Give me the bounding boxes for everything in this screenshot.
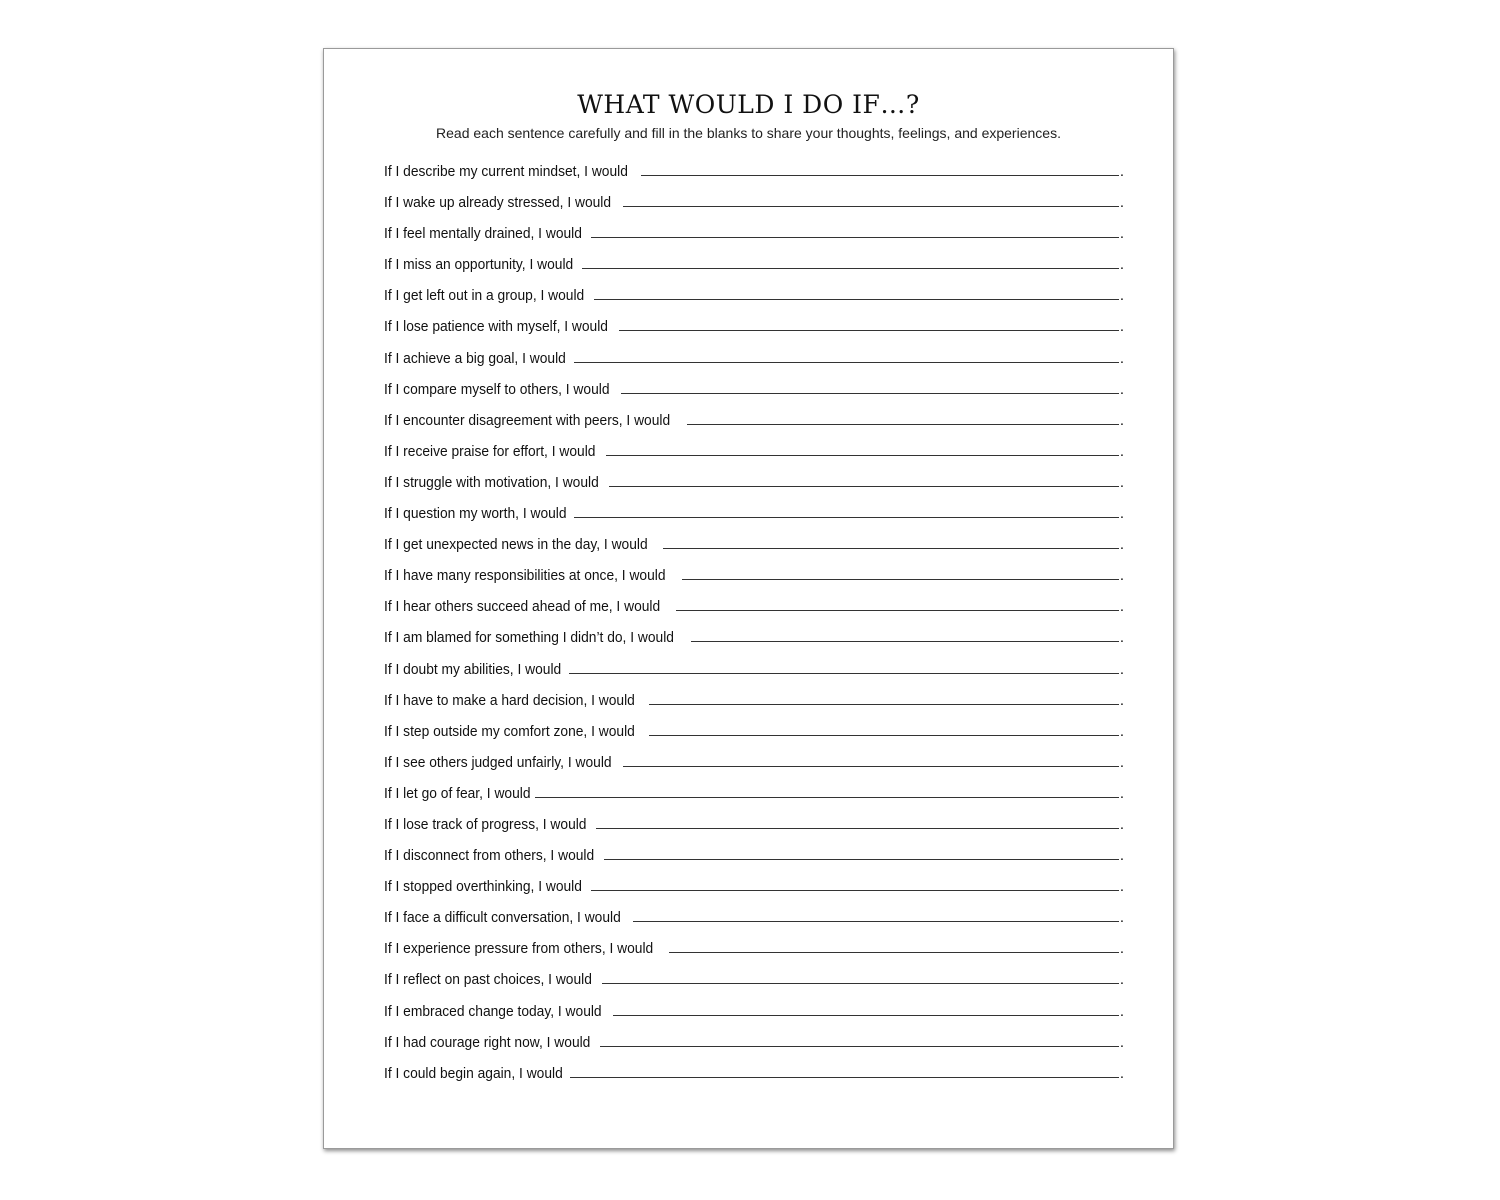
prompt-row [384, 627, 1124, 658]
blank-period: . [1119, 225, 1124, 243]
blank-period: . [1119, 163, 1124, 180]
blank-period: . [1119, 567, 1124, 585]
prompt-text: If I experience pressure from others, I would [384, 940, 654, 958]
answer-blank[interactable] [606, 441, 1119, 456]
prompt-text: If I stopped overthinking, I would [384, 878, 582, 896]
prompt-text: If I have to make a hard decision, I would [384, 691, 635, 709]
blank-period: . [1119, 598, 1124, 616]
prompt-text: If I lose patience with myself, I would [384, 318, 608, 336]
answer-blank[interactable] [691, 627, 1119, 642]
prompt-row [384, 316, 1124, 347]
blank-period: . [1119, 505, 1124, 523]
worksheet-page [323, 48, 1174, 1149]
answer-blank[interactable] [641, 161, 1119, 176]
prompt-row [384, 907, 1124, 938]
answer-blank[interactable] [570, 1063, 1119, 1078]
blank-period: . [1119, 660, 1124, 678]
blank-period: . [1119, 1002, 1124, 1020]
prompt-text: If I see others judged unfairly, I would [384, 753, 612, 771]
answer-blank[interactable] [682, 565, 1119, 580]
blank-period: . [1119, 909, 1124, 927]
prompt-text: If I had courage right now, I would [384, 1033, 591, 1051]
prompt-text: If I wake up already stressed, I would [384, 194, 612, 212]
prompt-row [384, 379, 1124, 410]
prompt-row [384, 565, 1124, 596]
blank-period: . [1119, 194, 1124, 212]
prompt-row [384, 659, 1124, 690]
answer-blank[interactable] [621, 379, 1119, 394]
answer-blank[interactable] [594, 285, 1119, 300]
answer-blank[interactable] [604, 845, 1118, 860]
prompt-row [384, 223, 1124, 254]
answer-blank[interactable] [591, 876, 1119, 891]
blank-period: . [1119, 753, 1124, 771]
answer-blank[interactable] [574, 348, 1119, 363]
blank-period: . [1119, 380, 1124, 398]
blank-period: . [1119, 815, 1124, 833]
blank-period: . [1119, 971, 1124, 989]
prompt-list [384, 161, 1124, 1094]
blank-period: . [1119, 1033, 1124, 1051]
answer-blank[interactable] [613, 1001, 1119, 1016]
answer-blank[interactable] [569, 659, 1119, 674]
prompt-text: If I hear others succeed ahead of me, I would [384, 598, 661, 616]
prompt-row [384, 596, 1124, 627]
prompt-row [384, 969, 1124, 1000]
blank-period: . [1119, 287, 1124, 305]
answer-blank[interactable] [535, 783, 1119, 798]
answer-blank[interactable] [669, 938, 1119, 953]
prompt-row [384, 783, 1124, 814]
blank-period: . [1119, 442, 1124, 460]
answer-blank[interactable] [596, 814, 1119, 829]
answer-blank[interactable] [676, 596, 1119, 611]
prompt-row [384, 285, 1124, 316]
worksheet-instructions: Read each sentence carefully and fill in the blanks to share your thoughts, feelings, and experiences. [436, 125, 1061, 141]
prompt-text: If I doubt my abilities, I would [384, 660, 562, 678]
prompt-text: If I miss an opportunity, I would [384, 256, 574, 274]
blank-period: . [1119, 940, 1124, 958]
prompt-row [384, 254, 1124, 285]
answer-blank[interactable] [602, 969, 1119, 984]
prompt-text: If I receive praise for effort, I would [384, 442, 596, 460]
blank-period: . [1119, 411, 1124, 429]
prompt-row [384, 1001, 1124, 1032]
answer-blank[interactable] [574, 503, 1118, 518]
answer-blank[interactable] [600, 1032, 1119, 1047]
prompt-row [384, 1032, 1124, 1063]
prompt-text: If I get left out in a group, I would [384, 287, 585, 305]
prompt-text: If I lose track of progress, I would [384, 815, 587, 833]
blank-period: . [1119, 691, 1124, 709]
prompt-row [384, 472, 1124, 503]
prompt-row [384, 192, 1124, 223]
blank-period: . [1119, 473, 1124, 491]
prompt-row [384, 503, 1124, 534]
answer-blank[interactable] [609, 472, 1118, 487]
prompt-row [384, 845, 1124, 876]
blank-period: . [1119, 629, 1124, 647]
worksheet-title: WHAT WOULD I DO IF…? [577, 90, 920, 119]
prompt-text: If I let go of fear, I would [384, 784, 531, 802]
answer-blank[interactable] [687, 410, 1119, 425]
answer-blank[interactable] [649, 690, 1119, 705]
prompt-text: If I disconnect from others, I would [384, 847, 595, 865]
prompt-text: If I struggle with motivation, I would [384, 473, 599, 491]
prompt-row [384, 534, 1124, 565]
prompt-text: If I compare myself to others, I would [384, 380, 610, 398]
answer-blank[interactable] [663, 534, 1119, 549]
blank-period: . [1119, 256, 1124, 274]
answer-blank[interactable] [623, 752, 1118, 767]
prompt-row [384, 161, 1124, 192]
prompt-text: If I question my worth, I would [384, 505, 567, 523]
prompt-row [384, 814, 1124, 845]
prompt-text: If I feel mentally drained, I would [384, 225, 582, 243]
prompt-row [384, 876, 1124, 907]
prompt-text: If I step outside my comfort zone, I would [384, 722, 635, 740]
prompt-row [384, 1063, 1124, 1094]
prompt-text: If I could begin again, I would [384, 1064, 563, 1082]
answer-blank[interactable] [582, 254, 1119, 269]
answer-blank[interactable] [623, 192, 1119, 207]
answer-blank[interactable] [591, 223, 1119, 238]
blank-period: . [1119, 349, 1124, 367]
answer-blank[interactable] [619, 316, 1118, 331]
prompt-text: If I face a difficult conversation, I would [384, 909, 621, 927]
answer-blank[interactable] [633, 907, 1118, 922]
blank-period: . [1119, 847, 1124, 865]
prompt-row [384, 752, 1124, 783]
prompt-text: If I reflect on past choices, I would [384, 971, 592, 989]
prompt-row [384, 441, 1124, 472]
blank-period: . [1119, 878, 1124, 896]
prompt-text: If I encounter disagreement with peers, I would [384, 411, 671, 429]
blank-period: . [1119, 1064, 1124, 1082]
blank-period: . [1119, 722, 1124, 740]
prompt-row [384, 721, 1124, 752]
blank-period: . [1119, 784, 1124, 802]
prompt-text: If I embraced change today, I would [384, 1002, 602, 1020]
blank-period: . [1119, 318, 1124, 336]
prompt-text: If I get unexpected news in the day, I would [384, 536, 648, 554]
prompt-row [384, 690, 1124, 721]
prompt-text: If I describe my current mindset, I would [384, 163, 628, 180]
prompt-text: If I have many responsibilities at once, I would [384, 567, 666, 585]
blank-period: . [1119, 536, 1124, 554]
prompt-row [384, 410, 1124, 441]
prompt-text: If I am blamed for something I didn’t do, I would [384, 629, 674, 647]
prompt-text: If I achieve a big goal, I would [384, 349, 566, 367]
prompt-row [384, 938, 1124, 969]
prompt-row [384, 348, 1124, 379]
answer-blank[interactable] [649, 721, 1119, 736]
